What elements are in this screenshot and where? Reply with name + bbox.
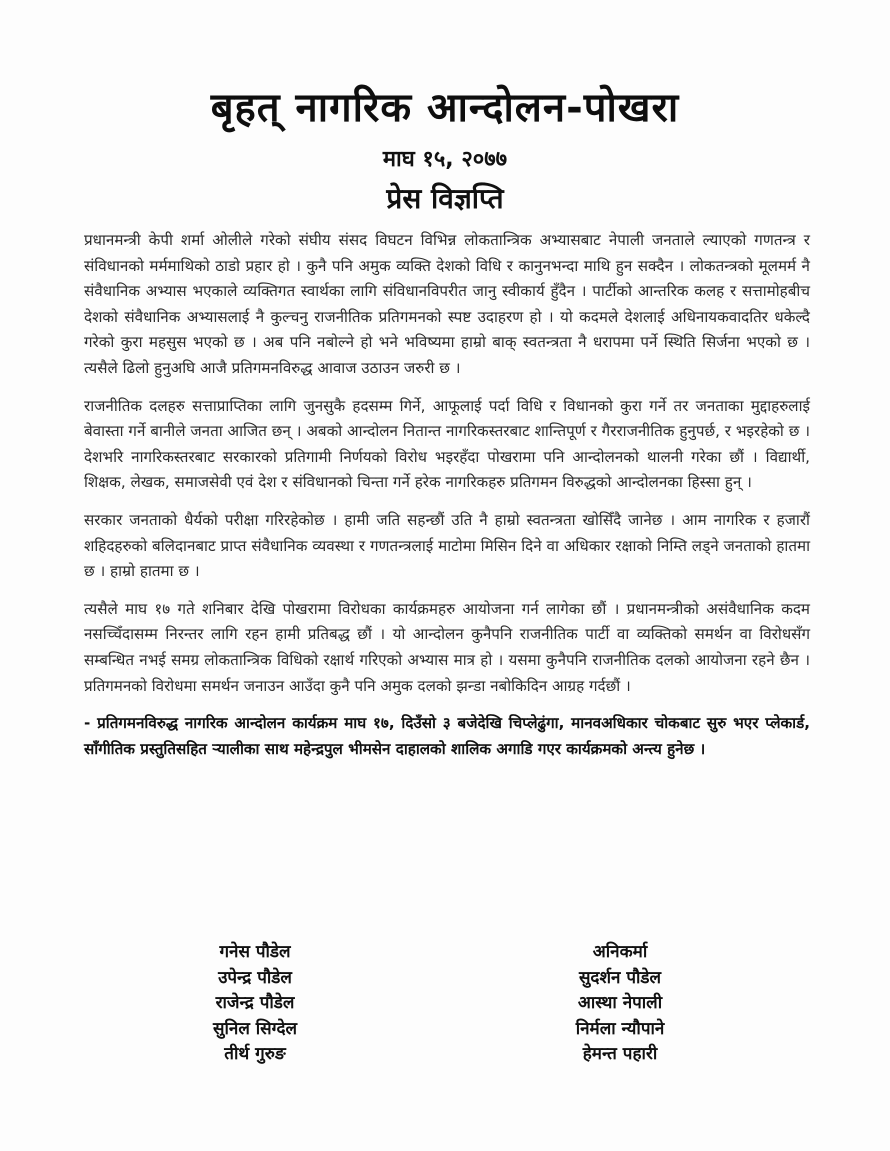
- signatory-name: सुदर्शन पौडेल: [578, 967, 662, 988]
- body-paragraph: त्यसैले माघ १७ गते शनिबार देखि पोखरामा विरोधका कार्यक्रमहरु आयोजना गर्न लागेका छौं । प्रधानमन्त्रीको असंवैधानिक कदम नसच्चिँदासम्म निरन्तर लागि रहन हामी प्रतिबद्ध छौं । यो आन्दोलन कुनैपनि राजनीतिक पार्टी वा व्यक्तिको समर्थन वा विरोधसँग सम्बन्धित नभई समग्र लोकतान्त्रिक विधिको रक्षार्थ गरिएको अभ्यास मात्र हो । यसमा कुनैपनि राजनीतिक दलको आयोजना रहने छैन । प्रतिगमनको विरोधमा समर्थन जनाउन आउँदा कुनै पनि अमुक दलको झन्डा नबोकिदिन आग्रह गर्दछौं ।: [84, 599, 810, 695]
- signatory-name: निर्मला न्यौपाने: [575, 1018, 665, 1039]
- signatories-block: [0, 940, 890, 1080]
- signatory-name: राजेन्द्र पौडेल: [215, 993, 295, 1014]
- document-body: [84, 228, 810, 762]
- signatory-name: सुनिल सिग्देल: [213, 1018, 297, 1039]
- document-date: माघ १५, २०७७: [382, 147, 508, 172]
- signatory-name: उपेन्द्र पौडेल: [218, 967, 292, 988]
- signatory-name: तीर्थ गुरुङ: [224, 1044, 286, 1065]
- signatory-name: अनिकर्मा: [592, 942, 648, 962]
- document-header: [0, 0, 890, 217]
- signatories-right-column: [550, 940, 690, 1068]
- document-title: बृहत् नागरिक आन्दोलन-पोखरा: [210, 85, 680, 131]
- signatory-name: हेमन्त पहारी: [582, 1044, 658, 1065]
- program-note: - प्रतिगमनविरुद्ध नागरिक आन्दोलन कार्यक्रम माघ १७, दिउँसो ३ बजेदेखि चिप्लेढुंगा, मानवअधिकार चोकबाट सुरु भएर प्लेकार्ड, साँगीतिक प्रस्तुतिसहित र्‍यालीका साथ महेन्द्रपुल भीमसेन दाहालको शालिक अगाडि गएर कार्यक्रमको अन्त्य हुनेछ ।: [84, 714, 810, 758]
- document-type-heading: प्रेस विज्ञप्ति: [386, 182, 504, 215]
- signatory-name: गनेस पौडेल: [219, 942, 291, 962]
- signatories-left-column: [190, 940, 320, 1068]
- signatory-name: आस्था नेपाली: [577, 993, 663, 1014]
- body-paragraph: प्रधानमन्त्री केपी शर्मा ओलीले गरेको संघीय संसद विघटन विभिन्न लोकतान्त्रिक अभ्यासबाट नेपाली जनताले ल्याएको गणतन्त्र र संविधानको मर्ममाथिको ठाडो प्रहार हो । कुनै पनि अमुक व्यक्ति देशको विधि र कानुनभन्दा माथि हुन सक्दैन । लोकतन्त्रको मूलमर्म नै संवैधानिक अभ्यास भएकाले व्यक्तिगत स्वार्थका लागि संविधानविपरीत जानु स्वीकार्य हुँदैन । पार्टीको आन्तरिक कलह र सत्तामोहबीच देशको संवैधानिक अभ्यासलाई नै कुल्चनु राजनीतिक प्रतिगमनको स्पष्ट उदाहरण हो । यो कदमले देशलाई अधिनायकवादतिर धकेल्दै गरेको कुरा महसुस भएको छ । अब पनि नबोल्ने हो भने भविष्यमा हाम्रो बाक् स्वतन्त्रता नै धरापमा पर्ने स्थिति सिर्जना भएको छ । त्यसैले ढिलो हुनुअघि आजै प्रतिगमनविरुद्ध आवाज उठाउन जरुरी छ ।: [84, 231, 810, 377]
- body-paragraph: राजनीतिक दलहरु सत्ताप्राप्तिका लागि जुनसुकै हदसम्म गिर्ने, आफूलाई पर्दा विधि र विधानको कुरा गर्ने तर जनताका मुद्दाहरुलाई बेवास्ता गर्ने बानीले जनता आजित छन् । अबको आन्दोलन नितान्त नागरिकस्तरबाट शान्तिपूर्ण र गैरराजनीतिक हुनुपर्छ, र भइरहेको छ । देशभरि नागरिकस्तरबाट सरकारको प्रतिगामी निर्णयको विरोध भइरहँदा पोखरामा पनि आन्दोलनको थालनी गरेका छौं । विद्यार्थी, शिक्षक, लेखक, समाजसेवी एवं देश र संविधानको चिन्ता गर्ने हरेक नागरिकहरु प्रतिगमन विरुद्धको आन्दोलनका हिस्सा हुन् ।: [84, 396, 810, 492]
- body-paragraph: सरकार जनताको धैर्यको परीक्षा गरिरहेकोछ । हामी जति सहन्छौं उति नै हाम्रो स्वतन्त्रता खोसिँदै जानेछ । आम नागरिक र हजारौं शहिदहरुको बलिदानबाट प्राप्त संवैधानिक व्यवस्था र गणतन्त्रलाई माटोमा मिसिन दिने वा अधिकार रक्षाको निम्ति लड्ने जनताको हातमा छ । हाम्रो हातमा छ ।: [84, 510, 810, 581]
